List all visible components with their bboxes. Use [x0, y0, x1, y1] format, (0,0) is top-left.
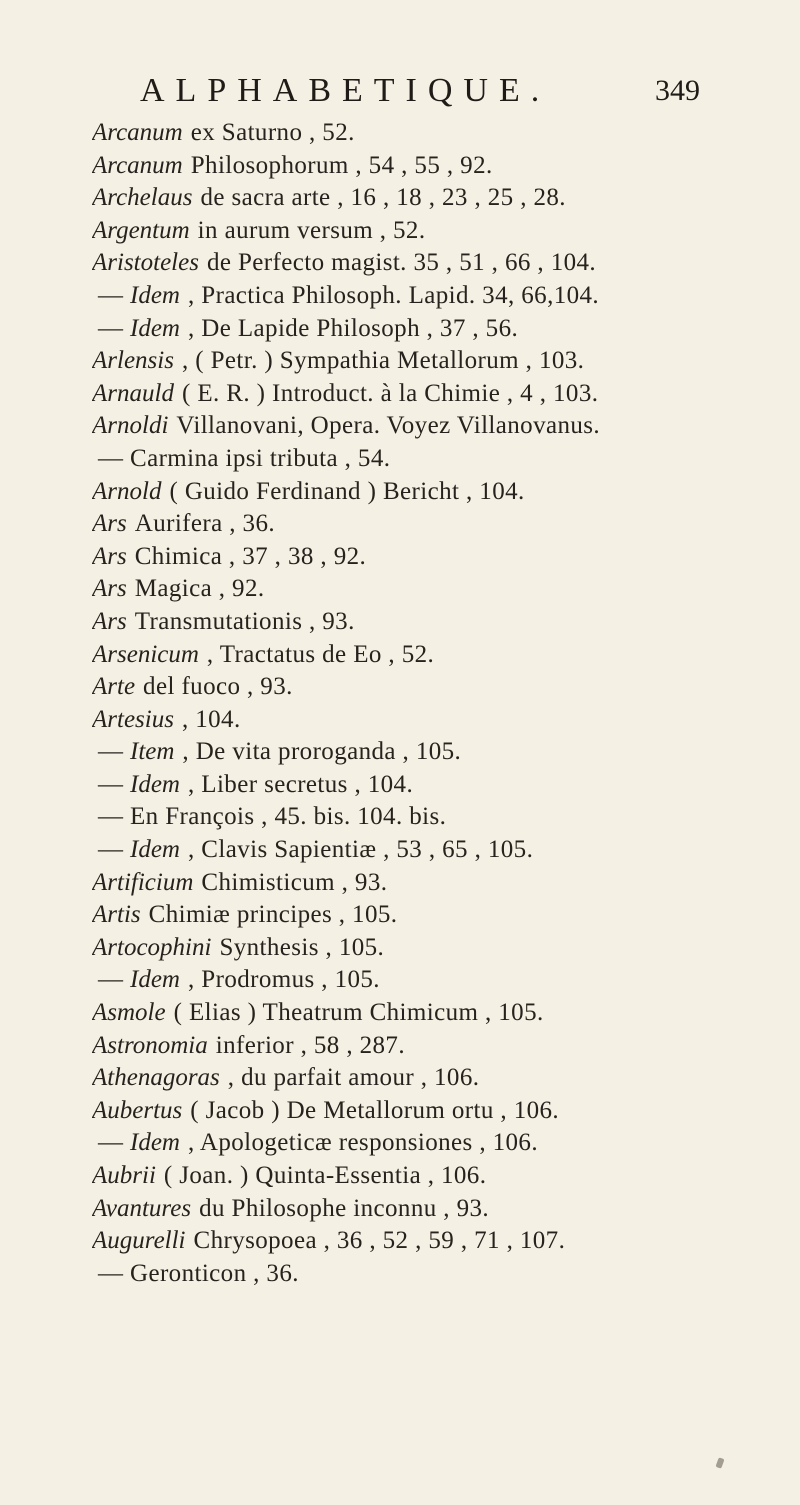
entry-headword: Arte: [92, 673, 136, 701]
entry-dash: —: [98, 803, 123, 831]
entry-dash: —: [98, 281, 123, 309]
entry-text: ( Guido Ferdinand ) Bericht , 104.: [169, 477, 525, 505]
entry-text: , du parfait amour , 106.: [227, 1064, 480, 1092]
entry-headword: Idem: [130, 966, 180, 994]
entry-text: inferior , 58 , 287.: [215, 1031, 405, 1059]
index-entry: [92, 378, 732, 411]
index-entry: [92, 899, 732, 932]
entry-headword: Arlensis: [92, 347, 174, 375]
index-entry: [92, 1160, 732, 1193]
index-entry: [92, 573, 732, 606]
index-entry: [92, 410, 732, 443]
index-entry: [92, 280, 732, 313]
index-entry: [92, 150, 732, 183]
index-entry: [92, 704, 732, 737]
entry-text: , De Lapide Philosoph , 37 , 56.: [187, 314, 519, 342]
index-entry: [92, 639, 732, 672]
entry-headword: Argentum: [92, 216, 190, 244]
entry-text: Transmutationis , 93.: [134, 607, 355, 635]
index-entry: [92, 964, 732, 997]
index-entry: [92, 541, 732, 574]
entry-headword: Astronomia: [92, 1031, 208, 1059]
entry-headword: Avantures: [92, 1194, 192, 1222]
page-number: 349: [655, 74, 700, 107]
entry-headword: Artocophini: [92, 933, 212, 961]
index-entry: [92, 215, 732, 248]
entry-headword: Arnold: [92, 477, 162, 505]
entry-text: ex Saturno , 52.: [190, 119, 355, 146]
entry-dash: —: [98, 836, 123, 864]
running-header: [140, 72, 700, 116]
entry-text: , Apologeticæ responsiones , 106.: [187, 1129, 538, 1157]
entry-headword: Artis: [92, 901, 141, 929]
entry-text: , ( Petr. ) Sympathia Metallorum , 103.: [181, 347, 585, 375]
index-entries: [92, 117, 732, 1290]
entry-text: in aurum versum , 52.: [197, 216, 426, 244]
index-entry: [92, 1030, 732, 1063]
entry-text: , Tractatus de Eo , 52.: [206, 640, 435, 668]
header-title: ALPHABETIQUE.: [140, 72, 551, 109]
entry-text: Aurifera , 36.: [134, 510, 276, 538]
index-entry: [92, 117, 732, 150]
index-entry: [92, 443, 732, 476]
entry-text: , Practica Philosoph. Lapid. 34, 66,104.: [187, 281, 600, 309]
entry-dash: —: [98, 1259, 123, 1287]
entry-headword: Artesius: [92, 705, 174, 733]
entry-headword: Arcanum: [92, 151, 183, 179]
entry-headword: Artificium: [92, 868, 194, 896]
index-entry: [92, 1225, 732, 1258]
index-entry: [92, 1127, 732, 1160]
entry-headword: Idem: [130, 314, 180, 342]
entry-text: , 104.: [181, 705, 241, 733]
entry-text: , Prodromus , 105.: [187, 966, 380, 994]
entry-headword: Aubrii: [92, 1162, 156, 1189]
index-entry: [92, 313, 732, 346]
entry-text: , De vita proroganda , 105.: [182, 738, 462, 766]
entry-text: ( E. R. ) Introduct. à la Chimie , 4 , 103.: [181, 379, 599, 407]
entry-text: , Clavis Sapientiæ , 53 , 65 , 105.: [187, 836, 534, 864]
entry-dash: —: [98, 738, 123, 766]
entry-headword: Item: [130, 738, 175, 766]
index-entry: [92, 997, 732, 1030]
index-entry: [92, 247, 732, 280]
entry-headword: Idem: [130, 836, 180, 864]
entry-text: Philosophorum , 54 , 55 , 92.: [190, 151, 493, 179]
index-entry: [92, 476, 732, 509]
entry-dash: —: [98, 966, 123, 994]
entry-text: , Liber secretus , 104.: [187, 770, 414, 798]
entry-text: ( Elias ) Theatrum Chimicum , 105.: [173, 999, 544, 1027]
index-entry: [92, 1258, 732, 1291]
entry-text: Chimisticum , 93.: [201, 868, 388, 896]
entry-text: Villanovani, Opera. Voyez Villanovanus.: [176, 412, 601, 440]
entry-headword: Augurelli: [92, 1227, 186, 1255]
entry-headword: Idem: [130, 281, 180, 309]
index-entry: [92, 801, 732, 834]
entry-headword: Ars: [92, 575, 127, 603]
index-entry: [92, 1193, 732, 1226]
entry-headword: Ars: [92, 607, 127, 635]
entry-text: du Philosophe inconnu , 93.: [199, 1194, 490, 1222]
entry-text: de sacra arte , 16 , 18 , 23 , 25 , 28.: [200, 184, 566, 212]
entry-dash: —: [98, 314, 123, 342]
entry-headword: Aristoteles: [92, 249, 199, 277]
entry-headword: Aubertus: [92, 1096, 183, 1124]
entry-text: Chrysopoea , 36 , 52 , 59 , 71 , 107.: [193, 1227, 566, 1255]
index-entry: [92, 932, 732, 965]
entry-text: de Perfecto magist. 35 , 51 , 66 , 104.: [206, 249, 597, 277]
entry-text: Chimiæ principes , 105.: [148, 901, 398, 929]
entry-text: del fuoco , 93.: [143, 673, 293, 701]
index-entry: [92, 671, 732, 704]
index-entry: [92, 606, 732, 639]
entry-text: ( Joan. ) Quinta-Essentia , 106.: [163, 1162, 487, 1189]
entry-headword: Ars: [92, 542, 127, 570]
entry-headword: Arsenicum: [92, 640, 199, 668]
entry-headword: Ars: [92, 510, 127, 538]
index-entry: [92, 345, 732, 378]
entry-headword: Archelaus: [92, 184, 193, 212]
entry-text: Geronticon , 36.: [130, 1259, 299, 1287]
entry-headword: Idem: [130, 770, 180, 798]
index-entry: [92, 1095, 732, 1128]
entry-headword: Idem: [130, 1129, 180, 1157]
index-entry: [92, 508, 732, 541]
entry-dash: —: [98, 770, 123, 798]
entry-dash: —: [98, 444, 123, 472]
entry-text: Carmina ipsi tributa , 54.: [130, 444, 391, 472]
index-entry: [92, 182, 732, 215]
index-entry: [92, 1062, 732, 1095]
entry-text: Magica , 92.: [134, 575, 265, 603]
entry-dash: —: [98, 1129, 123, 1157]
entry-text: Synthesis , 105.: [219, 933, 385, 961]
entry-headword: Arnauld: [92, 379, 174, 407]
index-entry: [92, 769, 732, 802]
entry-text: ( Jacob ) De Metallorum ortu , 106.: [190, 1096, 560, 1124]
entry-headword: Asmole: [92, 999, 166, 1027]
entry-headword: Arnoldi: [92, 412, 169, 440]
entry-text: Chimica , 37 , 38 , 92.: [134, 542, 367, 570]
entry-text: En François , 45. bis. 104. bis.: [130, 803, 447, 831]
index-entry: [92, 736, 732, 769]
entry-headword: Arcanum: [92, 119, 183, 146]
index-entry: [92, 867, 732, 900]
entry-headword: Athenagoras: [92, 1064, 220, 1092]
ink-mark: [715, 1457, 724, 1468]
index-entry: [92, 834, 732, 867]
